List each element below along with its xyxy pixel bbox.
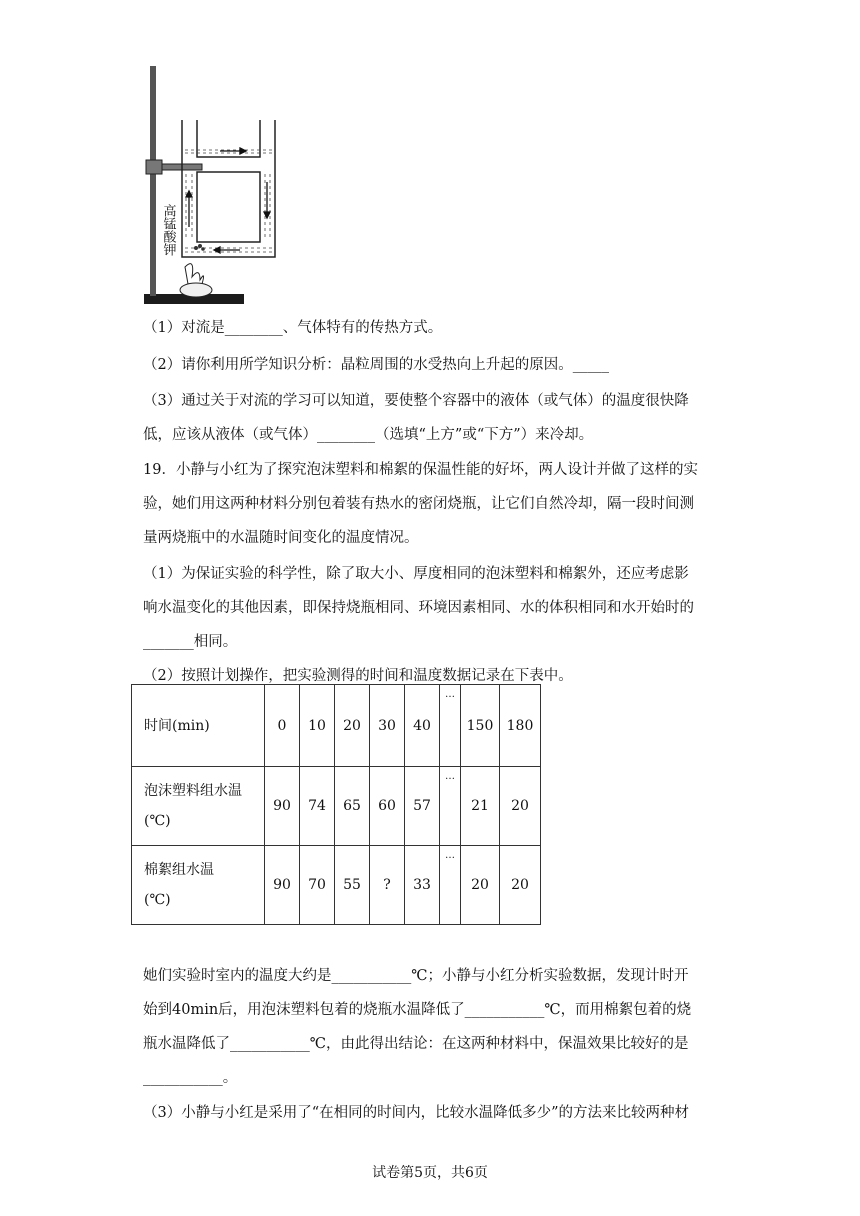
page-footer: 试卷第5页，共6页 <box>372 1165 488 1181</box>
row-unit: (℃) <box>144 892 171 908</box>
table-cell: 10 <box>300 685 335 767</box>
table-cell: 30 <box>370 685 405 767</box>
q19-part1-line2: 响水温变化的其他因素，即保持烧瓶相同、环境因素相同、水的体积相同和水开始时的 <box>143 600 694 616</box>
table-cell: 90 <box>265 846 300 925</box>
q19-after-line4: ___________。 <box>143 1070 238 1086</box>
q19-intro-line1: 19．小静与小红为了探究泡沫塑料和棉絮的保温性能的好坏，两人设计并做了这样的实 <box>143 462 698 478</box>
table-cell: 20 <box>500 846 541 925</box>
table-cell: 65 <box>335 767 370 846</box>
table-cell: 55 <box>335 846 370 925</box>
row-label: 棉絮组水温 <box>144 862 214 878</box>
q18-part2: （2）请你利用所学知识分析：晶粒周围的水受热向上升起的原因。_____ <box>143 357 609 373</box>
table-cell: 90 <box>265 767 300 846</box>
row-unit: (min) <box>172 717 210 734</box>
table-cell: 0 <box>265 685 300 767</box>
table-cell: 20 <box>335 685 370 767</box>
table-cell-ellipsis: … <box>440 685 461 767</box>
row-label: 时间 <box>144 717 172 734</box>
potassium-permanganate-label: 高锰酸钾 <box>160 204 176 256</box>
table-row-time <box>132 685 541 767</box>
q19-part3: （3）小静与小红是采用了“在相同的时间内，比较水温降低多少”的方法来比较两种材 <box>143 1105 690 1121</box>
table-cell: 70 <box>300 846 335 925</box>
q18-part3-line2: 低，应该从液体（或气体）________（选填“上方”或“下方”）来冷却。 <box>143 427 594 443</box>
q19-part2: （2）按照计划操作，把实验测得的时间和温度数据记录在下表中。 <box>143 668 573 684</box>
table-cell: 40 <box>405 685 440 767</box>
table-row-foam <box>132 767 541 846</box>
q19-after-line2: 始到40min后，用泡沫塑料包着的烧瓶水温降低了___________℃，而用棉絮包着的烧 <box>143 1002 692 1018</box>
table-cell: 57 <box>405 767 440 846</box>
table-cell: 21 <box>461 767 500 846</box>
table-cell: ? <box>370 846 405 925</box>
table-cell: 20 <box>500 767 541 846</box>
q19-after-line1: 她们实验时室内的温度大约是___________℃；小静与小红分析实验数据，发现计时开 <box>143 968 689 984</box>
table-cell: 33 <box>405 846 440 925</box>
table-cell-ellipsis: … <box>440 846 461 925</box>
q19-part1-line1: （1）为保证实验的科学性，除了取大小、厚度相同的泡沫塑料和棉絮外，还应考虑影 <box>143 566 689 582</box>
q19-after-line3: 瓶水温降低了___________℃，由此得出结论：在这两种材料中，保温效果比较好的是 <box>143 1036 689 1052</box>
q18-part3-line1: （3）通过关于对流的学习可以知道，要使整个容器中的液体（或气体）的温度很快降 <box>143 393 689 409</box>
table-cell-ellipsis: … <box>440 767 461 846</box>
row-unit: (℃) <box>144 813 171 829</box>
row-label: 泡沫塑料组水温 <box>144 783 242 799</box>
temperature-data-table <box>131 684 541 925</box>
table-cell: 150 <box>461 685 500 767</box>
q19-intro-line2: 验，她们用这两种材料分别包着装有热水的密闭烧瓶，让它们自然冷却，隔一段时间测 <box>143 496 694 512</box>
table-cell: 60 <box>370 767 405 846</box>
convection-apparatus-figure <box>140 62 290 312</box>
table-cell: 180 <box>500 685 541 767</box>
q19-part1-line3: _______相同。 <box>143 634 238 650</box>
table-cell: 20 <box>461 846 500 925</box>
q18-part1: （1）对流是________、气体特有的传热方式。 <box>143 320 443 336</box>
q19-intro-line3: 量两烧瓶中的水温随时间变化的温度情况。 <box>143 530 419 546</box>
table-row-cotton <box>132 846 541 925</box>
table-cell: 74 <box>300 767 335 846</box>
